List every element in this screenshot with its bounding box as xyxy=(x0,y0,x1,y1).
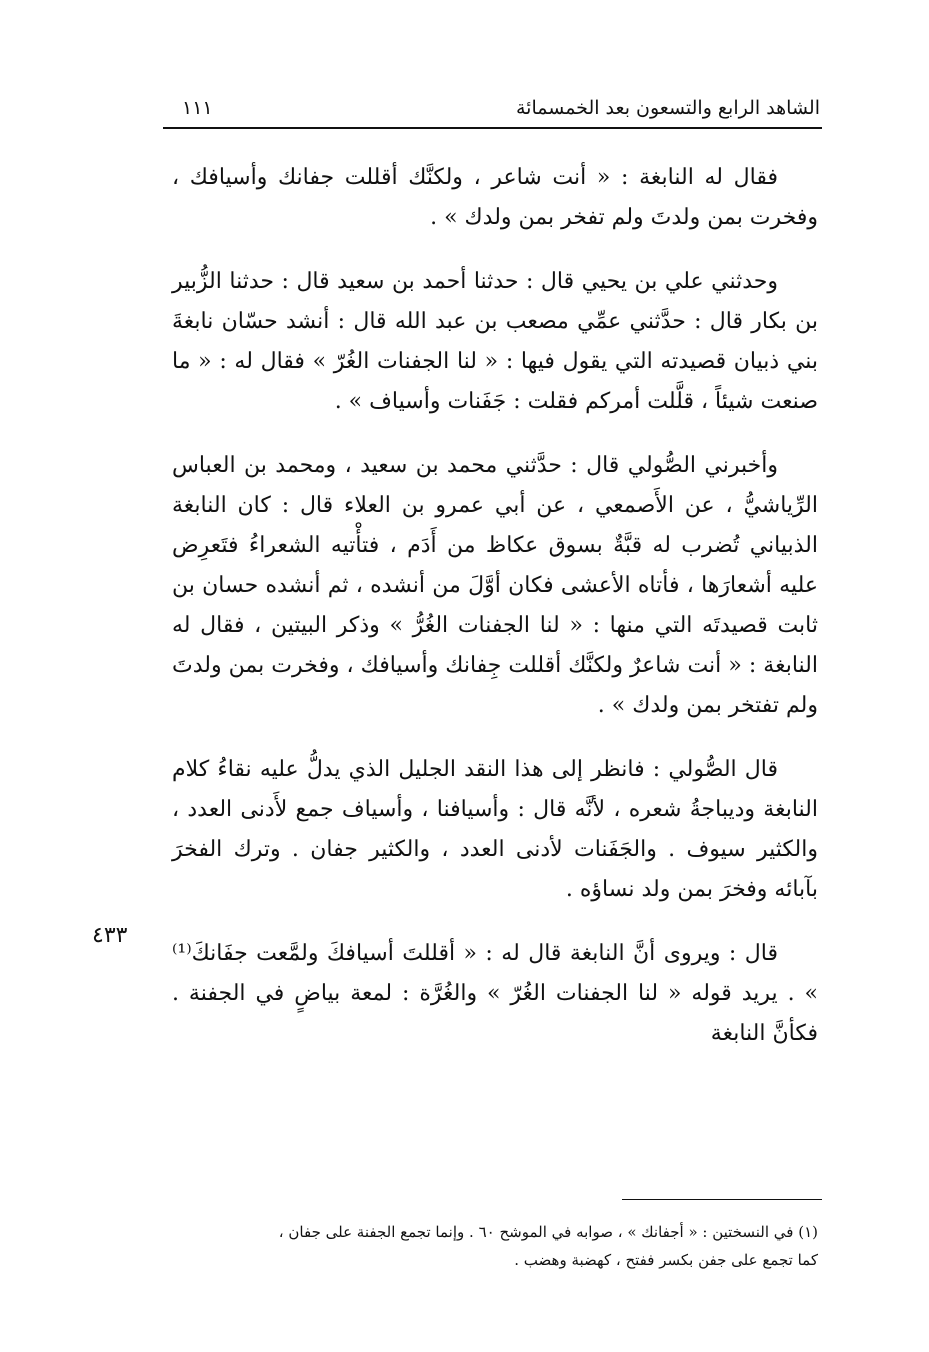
footnote xyxy=(172,1218,818,1274)
page-number: ١١١ xyxy=(182,97,213,119)
running-title: الشاهد الرابع والتسعون بعد الخمسمائة xyxy=(516,97,820,119)
footnote-rule xyxy=(622,1199,822,1200)
footnote-line-2: كما تجمع على جفن بكسر ففتح ، كهضبة وهضب . xyxy=(514,1251,818,1269)
main-text xyxy=(172,158,818,1082)
paragraph-3: وأخبرني الصُّولي قال : حدَّثني محمد بن سعيد ، ومحمد بن العباس الرِّياشيُّ ، عن الأَصمعي ، عن أبي عمرو بن العلاء قال : كان النابغة الذبياني تُضرب له قبَّةٌ بسوق عكاظ من أَدَم ، فتأْتيه الشعراءُ فتَعرِض عليه أشعارَها ، فأتاه الأعشى فكان أوَّلَ من أنشده ، ثم أنشده حسان بن ثابت قصيدتَه التي منها : « لنا الجفنات الغُرُّ » وذكر البيتين ، فقال له النابغة : « أنت شاعرٌ ولكنَّك أقللت جِفانك وأسيافك ، وفخرت بمن ولدتَ ولم تفتخر بمن ولدك » . xyxy=(172,453,818,718)
paragraph-4: قال الصُّولي : فانظر إلى هذا النقد الجليل الذي يدلُّ عليه نقاءُ كلام النابغة وديباجةُ شعره ، لأنَّه قال : وأسيافنا ، وأسياف جمع لأَدنى العدد ، والكثير سيوف . والجَفَنات لأدنى العدد ، والكثير جفان . وترك الفخرَ بآبائه وفخرَ بمن ولد نساؤه . xyxy=(172,757,818,902)
footnote-line-1: (١) في النسختين : « أجفانك » ، صوابه في الموشح ٦٠ . وإنما تجمع الجفنة على جفان ، xyxy=(278,1223,818,1241)
paragraph-5: قال : ويروى أنَّ النابغة قال له : « أقللتَ أسيافكَ ولمَّعت جفَانكَ⁽¹⁾ » . يريد قوله « لنا الجفنات الغُرّ » والغُرَّة : لمعة بياضٍ في الجفنة . فكأنَّ النابغة xyxy=(172,941,818,1046)
paragraph-1: فقال له النابغة : « أنت شاعر ، ولكنَّك أقللت جفانك وأسيافك ، وفخرت بمن ولدتَ ولم تفخر بمن ولدك » . xyxy=(172,165,818,230)
header-rule xyxy=(163,127,822,129)
running-header xyxy=(168,92,820,128)
margin-number: ٤٣٣ xyxy=(92,923,128,948)
paragraph-2: وحدثني علي بن يحيي قال : حدثنا أحمد بن سعيد قال : حدثنا الزُّبير بن بكار قال : حدَّثني عمِّي مصعب بن عبد الله قال : أنشد حسّان نابغةَ بني ذبيان قصيدته التي يقول فيها : « لنا الجفنات الغُرّ » فقال له : « ما صنعت شيئاً ، قلَّلت أمركم فقلت : جَفَنات وأسياف » . xyxy=(172,269,818,414)
